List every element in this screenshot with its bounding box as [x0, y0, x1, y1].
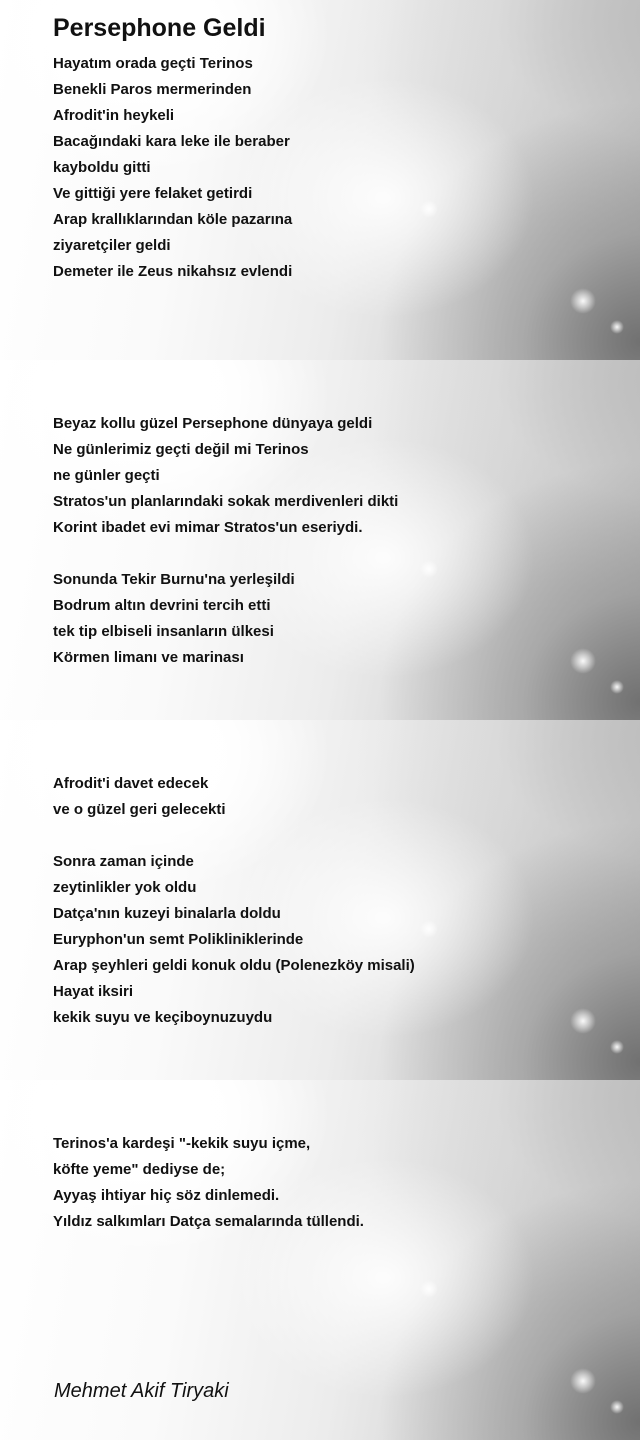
sparkle-decoration	[420, 920, 438, 938]
poem-stanza	[53, 771, 415, 1031]
poem-line: Terinos'a kardeşi "-kekik suyu içme,	[53, 1135, 311, 1152]
poem-line: Yıldız salkımları Datça semalarında tüllendi.	[53, 1213, 364, 1230]
sparkle-decoration	[420, 560, 438, 578]
poem-line: Hayat iksiri	[53, 983, 134, 1000]
poem-line	[53, 823, 415, 849]
poem-line: Ne günlerimiz geçti değil mi Terinos	[53, 441, 309, 458]
poem-line: Afrodit'in heykeli	[53, 107, 175, 124]
poem-panel-1	[0, 0, 640, 360]
sparkle-decoration	[570, 648, 596, 674]
sparkle-decoration	[610, 1040, 624, 1054]
poem-line: Sonunda Tekir Burnu'na yerleşildi	[53, 571, 295, 588]
sparkle-decoration	[610, 320, 624, 334]
sparkle-decoration	[570, 288, 596, 314]
sparkle-decoration	[610, 1400, 624, 1414]
poem-line: ziyaretçiler geldi	[53, 237, 171, 254]
poem-panel-3	[0, 720, 640, 1080]
poem-line: zeytinlikler yok oldu	[53, 879, 197, 896]
poem-line: Ve gittiği yere felaket getirdi	[53, 185, 253, 202]
poem-line: kekik suyu ve keçiboynuzuydu	[53, 1009, 273, 1026]
sparkle-decoration	[570, 1368, 596, 1394]
poem-stanza	[53, 1131, 364, 1235]
poem-title: Persephone Geldi	[53, 14, 266, 42]
poem-line: Euryphon'un semt Polikliniklerinde	[53, 931, 304, 948]
poem-line: Bodrum altın devrini tercih etti	[53, 597, 271, 614]
poem-line: Benekli Paros mermerinden	[53, 81, 252, 98]
poem-line: tek tip elbiseli insanların ülkesi	[53, 623, 274, 640]
poem-line: Körmen limanı ve marinası	[53, 649, 244, 666]
poem-line: Ayyaş ihtiyar hiç söz dinlemedi.	[53, 1187, 280, 1204]
sparkle-decoration	[610, 680, 624, 694]
poem-line	[53, 541, 398, 567]
sparkle-decoration	[570, 1008, 596, 1034]
poem-line: Bacağındaki kara leke ile beraber	[53, 133, 290, 150]
poem-panel-4	[0, 1080, 640, 1440]
poem-line: Datça'nın kuzeyi binalarla doldu	[53, 905, 281, 922]
poem-line: ne günler geçti	[53, 467, 160, 484]
sparkle-decoration	[420, 200, 438, 218]
poem-line: Afrodit'i davet edecek	[53, 775, 209, 792]
poem-line: Sonra zaman içinde	[53, 853, 194, 870]
poem-line: ve o güzel geri gelecekti	[53, 801, 226, 818]
poem-panel-2	[0, 360, 640, 720]
poem-stanza	[53, 411, 398, 671]
poem-line: Hayatım orada geçti Terinos	[53, 55, 253, 72]
sparkle-decoration	[420, 1280, 438, 1298]
poem-line: Stratos'un planlarındaki sokak merdivenleri dikti	[53, 493, 399, 510]
poem-line: köfte yeme" dediyse de;	[53, 1161, 226, 1178]
poem-author: Mehmet Akif Tiryaki	[54, 1380, 229, 1402]
poem-line: Arap şeyhleri geldi konuk oldu (Polenezköy misali)	[53, 957, 415, 974]
poem-line: Korint ibadet evi mimar Stratos'un eseriydi.	[53, 519, 363, 536]
poem-line: Demeter ile Zeus nikahsız evlendi	[53, 263, 293, 280]
poem-line: Arap krallıklarından köle pazarına	[53, 211, 293, 228]
poem-stanza	[53, 51, 292, 285]
poem-line: kayboldu gitti	[53, 159, 151, 176]
poem-line: Beyaz kollu güzel Persephone dünyaya geldi	[53, 415, 373, 432]
